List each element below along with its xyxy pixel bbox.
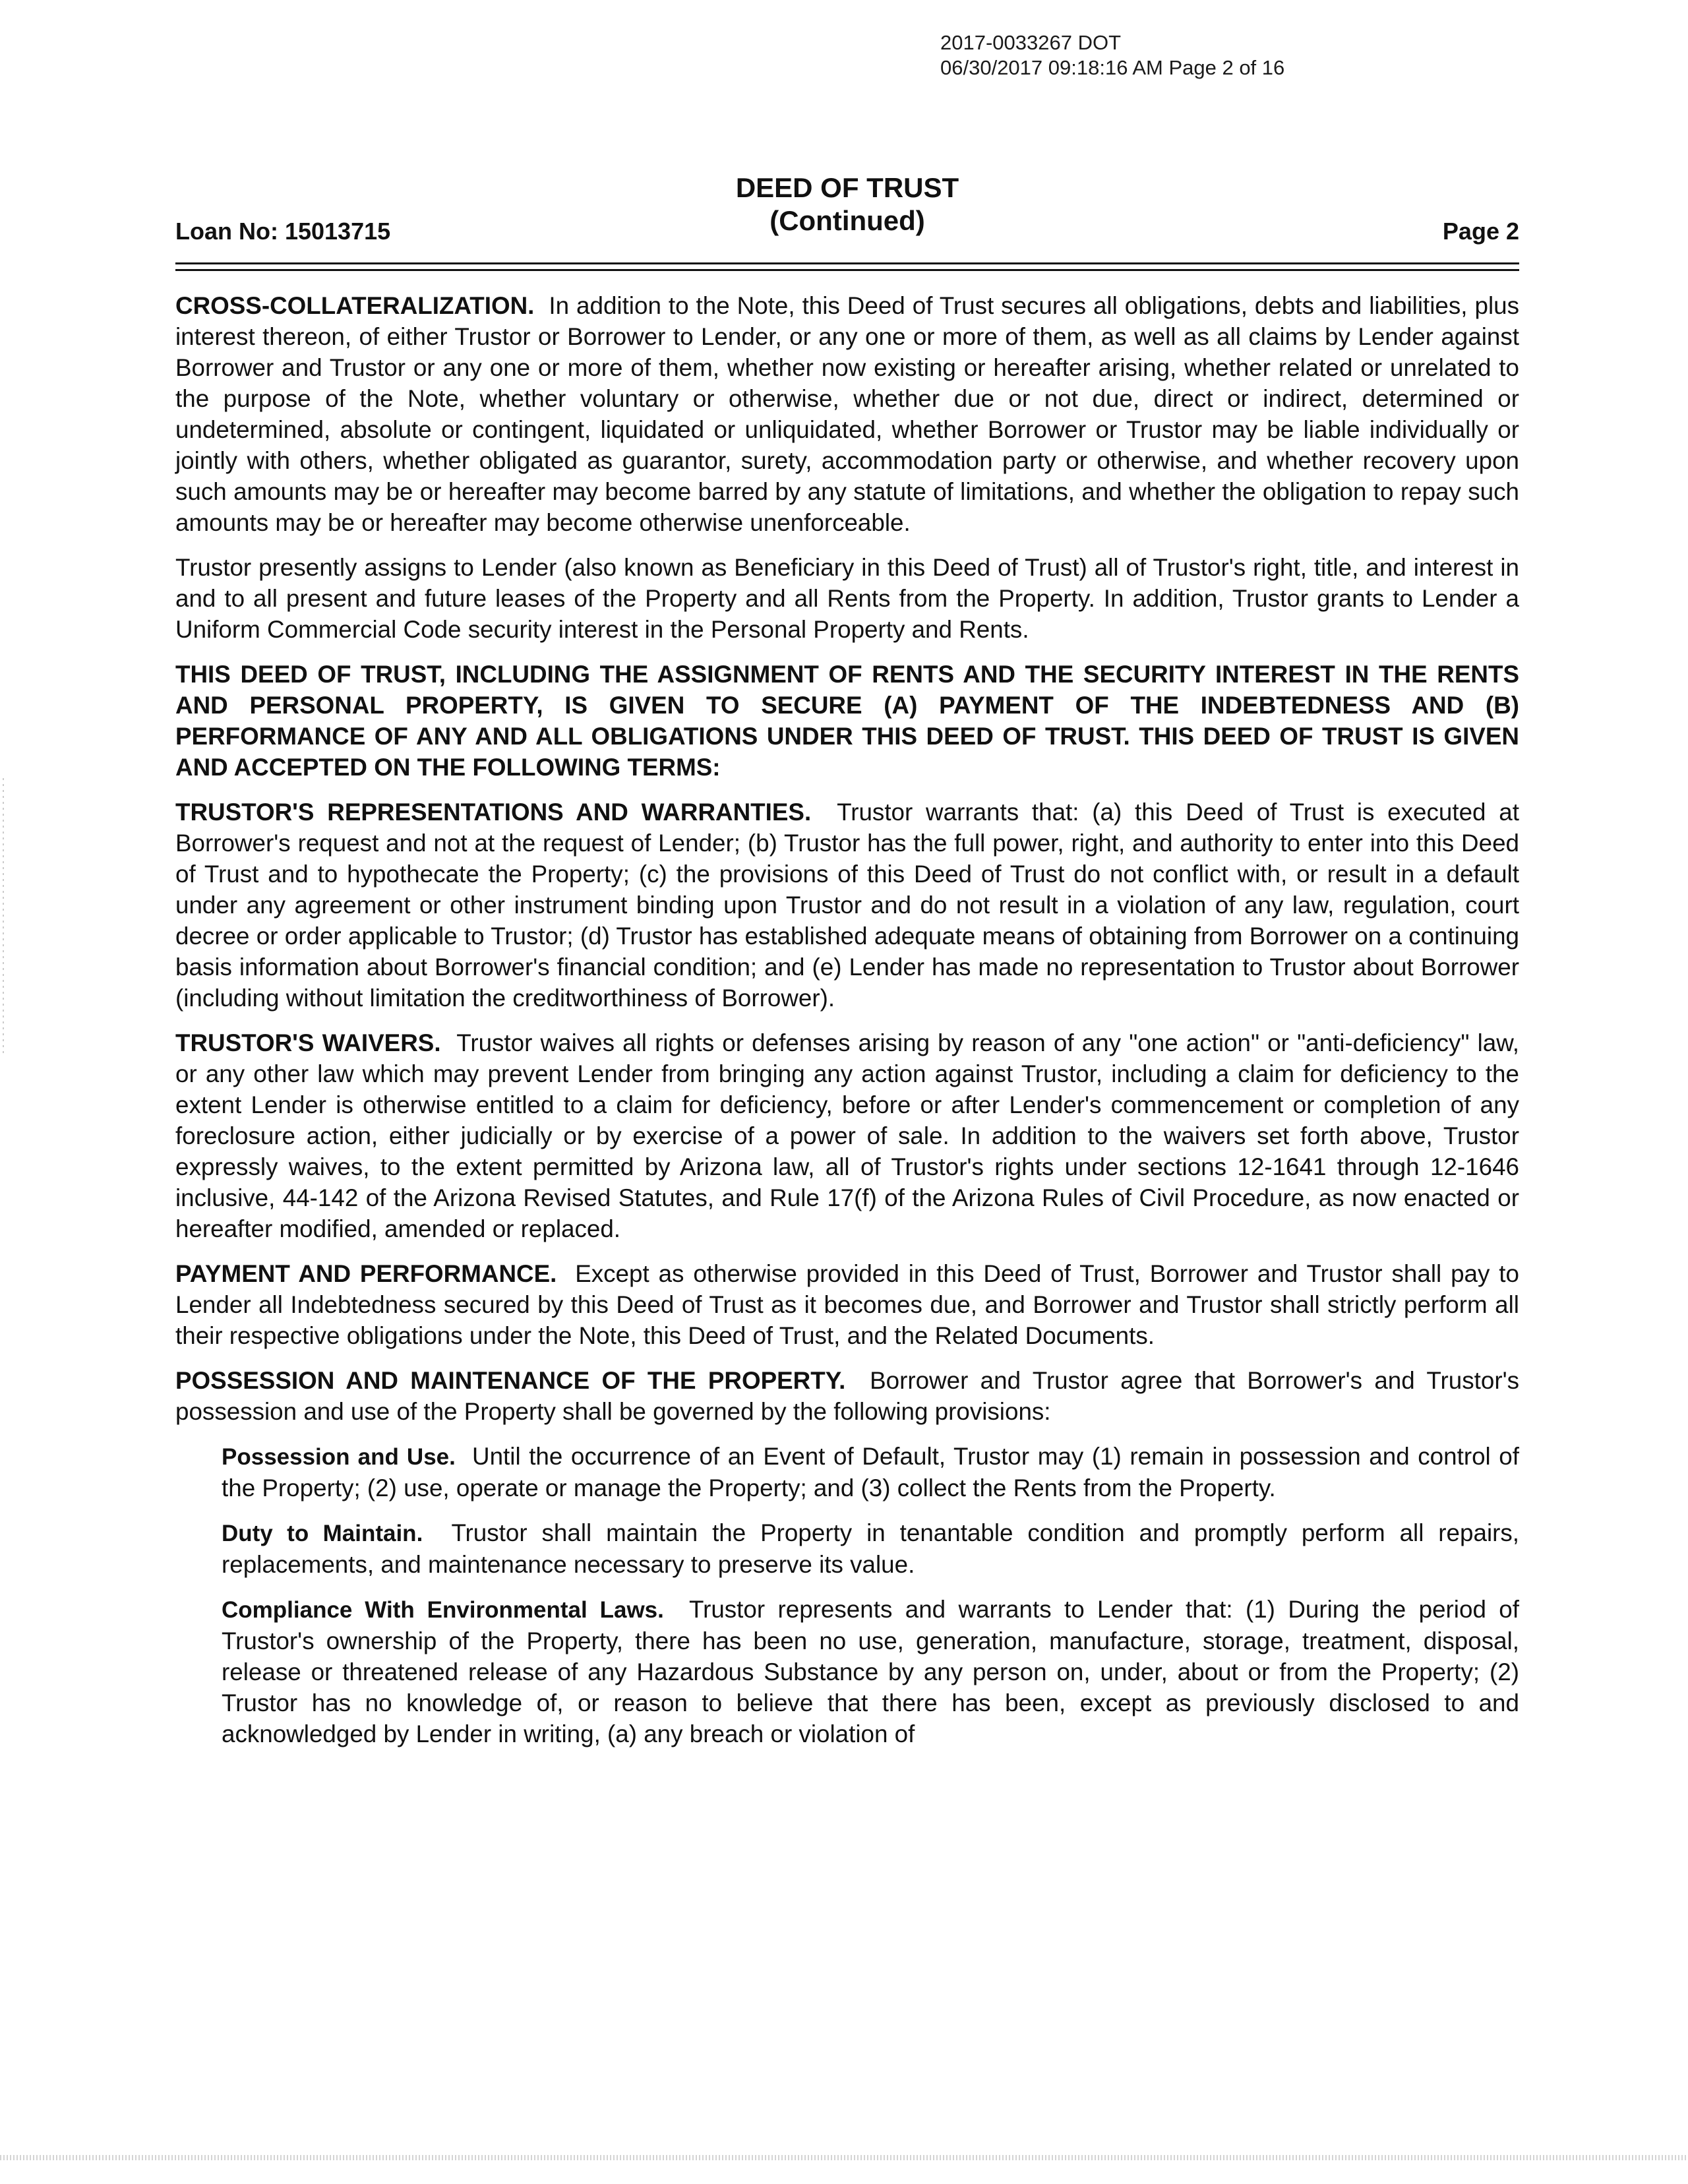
- recorded-datetime: 06/30/2017 09:18:16 AM Page 2 of 16: [940, 56, 1285, 79]
- header-rule-bottom: [175, 269, 1519, 271]
- document-body: [175, 290, 1519, 1763]
- subsection-heading: Duty to Maintain.: [222, 1521, 423, 1546]
- recording-number: 2017-0033267 DOT: [940, 31, 1122, 54]
- header-rule-top: [175, 262, 1519, 264]
- section-text: Except as otherwise provided in this Deed of Trust, Borrower and Trustor shall pay to Lender all Indebtedness secured by this Deed of Trust as it becomes due, and Borrower and Trustor shall strictly perform all their respective obligations under the Note, this Deed of Trust, and the Related Documents.: [175, 1260, 1519, 1349]
- recording-stamp: [940, 30, 1284, 80]
- section-heading: TRUSTOR'S REPRESENTATIONS AND WARRANTIES.: [175, 799, 812, 826]
- loan-number: Loan No: 15013715: [175, 218, 391, 245]
- subsection-possession-use: [222, 1441, 1519, 1503]
- page-header: [175, 170, 1519, 249]
- section-heading: CROSS-COLLATERALIZATION.: [175, 292, 535, 319]
- section-text: Trustor warrants that: (a) this Deed of Trust is executed at Borrower's request and not at the request of Lender; (b) Trustor has the full power, right, and authority to enter into this Deed of Trust and to hypothecate the Property; (c) the provisions of this Deed of Trust do not conflict with, or result in a default under any agreement or other instrument binding upon Trustor and do not result in a violation of any law, regulation, court decree or order applicable to Trustor; (d) Trustor has established adequate means of obtaining from Borrower on a continuing basis information about Borrower's financial condition; and (e) Lender has made no representation to Trustor about Borrower (including without limitation the creditworthiness of Borrower).: [175, 799, 1519, 1012]
- section-heading: PAYMENT AND PERFORMANCE.: [175, 1260, 557, 1287]
- section-possession: [175, 1365, 1519, 1427]
- section-cross-collateralization: [175, 290, 1519, 538]
- scan-footer-artifact: [0, 2155, 1688, 2160]
- subsection-text: Trustor shall maintain the Property in tenantable condition and promptly perform all repairs, replacements, and maintenance necessary to preserve its value.: [222, 1519, 1519, 1578]
- subsection-duty-to-maintain: [222, 1517, 1519, 1580]
- section-representations: [175, 797, 1519, 1014]
- section-heading: POSSESSION AND MAINTENANCE OF THE PROPERTY.: [175, 1367, 846, 1394]
- page-number: Page 2: [1442, 218, 1519, 245]
- subsection-heading: Compliance With Environmental Laws.: [222, 1597, 664, 1623]
- subsection-heading: Possession and Use.: [222, 1444, 456, 1470]
- section-waivers: [175, 1027, 1519, 1244]
- section-text: Trustor presently assigns to Lender (also known as Beneficiary in this Deed of Trust) all of Trustor's right, title, and interest in and to all present and future leases of the Property and all Rents from the Property. In addition, Trustor grants to Lender a Uniform Commercial Code security interest in the Personal Property and Rents.: [175, 554, 1519, 643]
- section-heading: TRUSTOR'S WAIVERS.: [175, 1029, 441, 1056]
- section-assignment: [175, 552, 1519, 645]
- scan-edge-artifact: [3, 778, 4, 1055]
- title-line-1: DEED OF TRUST: [735, 172, 959, 203]
- section-payment: [175, 1258, 1519, 1351]
- subsection-text: Until the occurrence of an Event of Default, Trustor may (1) remain in possession and control of the Property; (2) use, operate or manage the Property; and (3) collect the Rents from the Property.: [222, 1443, 1519, 1502]
- section-given-statement: [175, 659, 1519, 783]
- section-text: Trustor waives all rights or defenses arising by reason of any "one action" or "anti-deficiency" law, or any other law which may prevent Lender from bringing any action against Trustor, including a claim for deficiency to the extent Lender is otherwise entitled to a claim for deficiency, before or after Lender's commencement or completion of any foreclosure action, either judicially or by exercise of a power of sale. In addition to the waivers set forth above, Trustor expressly waives, to the extent permitted by Arizona law, all of Trustor's rights under sections 12-1641 through 12-1646 inclusive, 44-142 of the Arizona Revised Statutes, and Rule 17(f) of the Arizona Rules of Civil Procedure, as now enacted or hereafter modified, amended or replaced.: [175, 1029, 1519, 1242]
- title-line-2: (Continued): [769, 205, 925, 236]
- subsection-environmental: [222, 1594, 1519, 1749]
- section-text: THIS DEED OF TRUST, INCLUDING THE ASSIGNMENT OF RENTS AND THE SECURITY INTEREST IN THE RENTS AND PERSONAL PROPERTY, IS GIVEN TO SECURE (A) PAYMENT OF THE INDEBTEDNESS AND (B) PERFORMANCE OF ANY AND ALL OBLIGATIONS UNDER THIS DEED OF TRUST. THIS DEED OF TRUST IS GIVEN AND ACCEPTED ON THE FOLLOWING TERMS:: [175, 661, 1519, 781]
- document-title: [175, 171, 1519, 237]
- subsection-text: Trustor represents and warrants to Lender that: (1) During the period of Trustor's ownership of the Property, there has been no use, generation, manufacture, storage, treatment, disposal, release or threatened release of any Hazardous Substance by any person on, under, about or from the Property; (2) Trustor has no knowledge of, or reason to believe that there has been, except as previously disclosed to and acknowledged by Lender in writing, (a) any breach or violation of: [222, 1596, 1519, 1747]
- section-text: In addition to the Note, this Deed of Trust secures all obligations, debts and liabilities, plus interest thereon, of either Trustor or Borrower to Lender, or any one or more of them, as well as all claims by Lender against Borrower and Trustor or any one or more of them, whether now existing or hereafter arising, whether related or unrelated to the purpose of the Note, whether voluntary or otherwise, whether due or not due, direct or indirect, determined or undetermined, absolute or contingent, liquidated or unliquidated, whether Borrower or Trustor may be liable individually or jointly with others, whether obligated as guarantor, surety, accommodation party or otherwise, and whether recovery upon such amounts may be or hereafter may become barred by any statute of limitations, and whether the obligation to repay such amounts may be or hereafter may become otherwise unenforceable.: [175, 292, 1519, 536]
- section-text: Borrower and Trustor agree that Borrower's and Trustor's possession and use of the Property shall be governed by the following provisions:: [175, 1367, 1519, 1425]
